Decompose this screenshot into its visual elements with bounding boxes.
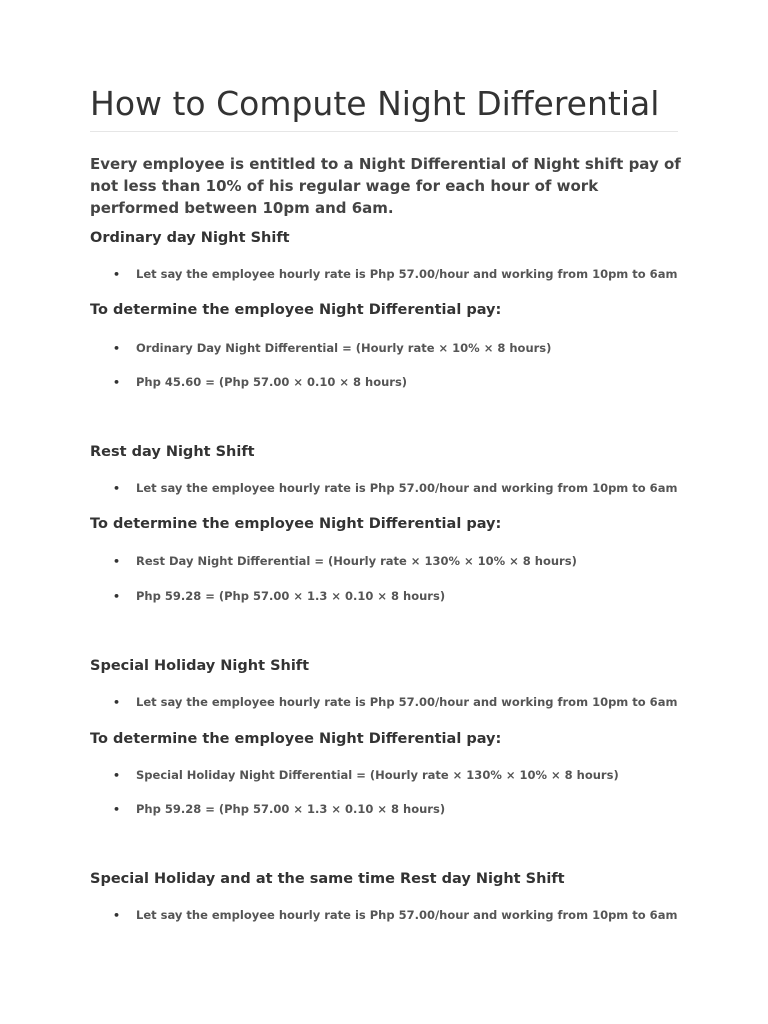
result-text: Php 59.28 = (Php 57.00 × 1.3 × 0.10 × 8 hours) <box>136 802 446 816</box>
bullet-icon: • <box>113 769 121 782</box>
section-heading-special-holiday-rest-day: Special Holiday and at the same time Rest day Night Shift <box>90 871 565 887</box>
bullet-icon: • <box>113 590 121 603</box>
bullet-icon: • <box>113 482 121 495</box>
bullet-icon: • <box>113 342 121 355</box>
section-heading-special-holiday: Special Holiday Night Shift <box>90 658 310 674</box>
determine-heading: To determine the employee Night Differential pay: <box>90 302 502 318</box>
list-item <box>113 374 733 391</box>
formula-text: Ordinary Day Night Differential = (Hourly rate × 10% × 8 hours) <box>136 341 552 355</box>
list-item <box>113 694 733 711</box>
bullet-text: Let say the employee hourly rate is Php 57.00/hour and working from 10pm to 6am <box>136 908 678 922</box>
list-item <box>113 480 733 497</box>
bullet-icon: • <box>113 696 121 709</box>
bullet-icon: • <box>113 909 121 922</box>
intro-paragraph: Every employee is entitled to a Night Differential of Night shift pay of not less than 10% of his regular wage for each hour of work performed between 10pm and 6am. <box>90 155 681 217</box>
list-item <box>113 266 733 283</box>
section-heading-rest-day: Rest day Night Shift <box>90 444 255 460</box>
determine-heading: To determine the employee Night Differential pay: <box>90 731 502 747</box>
result-text: Php 59.28 = (Php 57.00 × 1.3 × 0.10 × 8 hours) <box>136 589 446 603</box>
bullet-text: Let say the employee hourly rate is Php 57.00/hour and working from 10pm to 6am <box>136 267 678 281</box>
page-title: How to Compute Night Differential <box>90 84 660 123</box>
bullet-icon: • <box>113 376 121 389</box>
formula-text: Rest Day Night Differential = (Hourly rate × 130% × 10% × 8 hours) <box>136 554 577 568</box>
bullet-icon: • <box>113 268 121 281</box>
list-item <box>113 801 733 818</box>
determine-heading: To determine the employee Night Differential pay: <box>90 516 502 532</box>
result-text: Php 45.60 = (Php 57.00 × 0.10 × 8 hours) <box>136 375 408 389</box>
bullet-text: Let say the employee hourly rate is Php 57.00/hour and working from 10pm to 6am <box>136 695 678 709</box>
list-item <box>113 767 733 784</box>
section-heading-ordinary-day: Ordinary day Night Shift <box>90 230 290 246</box>
formula-text: Special Holiday Night Differential = (Hourly rate × 130% × 10% × 8 hours) <box>136 768 619 782</box>
bullet-icon: • <box>113 803 121 816</box>
title-divider <box>90 131 678 132</box>
list-item <box>113 907 733 924</box>
list-item <box>113 588 733 605</box>
list-item <box>113 340 733 357</box>
bullet-text: Let say the employee hourly rate is Php 57.00/hour and working from 10pm to 6am <box>136 481 678 495</box>
list-item <box>113 553 733 570</box>
bullet-icon: • <box>113 555 121 568</box>
